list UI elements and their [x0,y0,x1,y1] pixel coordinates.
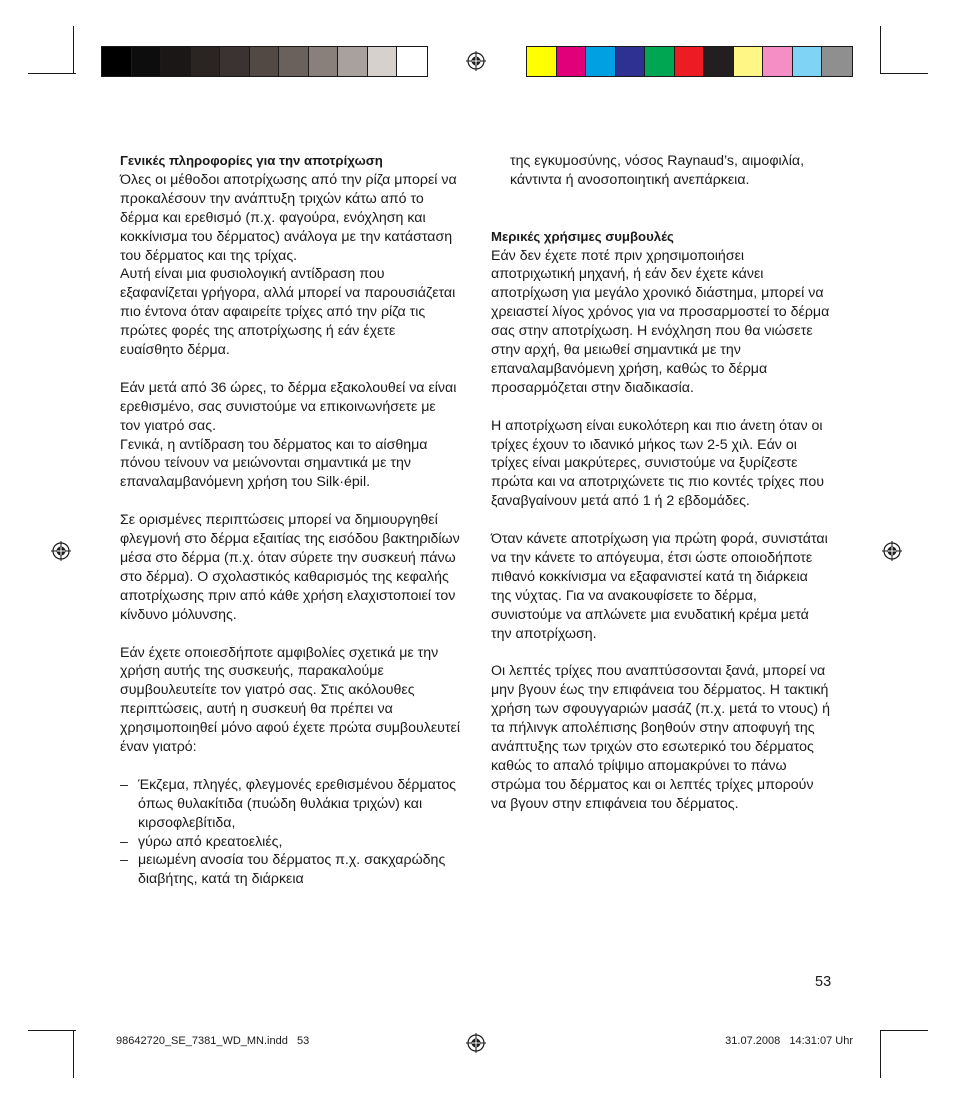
color-swatch [368,47,398,76]
color-swatch [309,47,339,76]
color-swatch [822,47,852,76]
color-swatch [734,47,764,76]
color-swatch [645,47,675,76]
grayscale-color-bar [101,46,428,77]
color-swatch [132,47,162,76]
cmyk-color-bar [526,46,853,77]
color-swatch [675,47,705,76]
list-item: – μειωμένη ανοσία του δέρματος π.χ. σακχαρώδης διαβήτης, κατά τη διάρκεια [120,851,460,889]
registration-mark-icon [466,1033,486,1053]
footer-timestamp: 31.07.2008 14:31:07 Uhr [725,1035,853,1047]
paragraph: Οι λεπτές τρίχες που αναπτύσσονται ξανά, μπορεί να μην βγουν έως την επιφάνεια του δέρματος. Η τακτική χρήση των σφουγγαριών μασάζ (π.χ. μετά το ντους) ή τα πήλινγκ απολέπισης βοηθούν στην αποφυγή της ανάπτυξης των τριχών στο εσωτερικό του δέρματος καθώς το απαλό τρίψιμο απομακρύνει το πάνω στρώμα του δέρματος και οι λεπτές τρίχες μπορούν να βγουν στην επιφάνεια του δέρματος. [491,663,830,812]
color-swatch [763,47,793,76]
paragraph: Η αποτρίχωση είναι ευκολότερη και πιο άνετη όταν οι τρίχες έχουν το ιδανικό μήκος των 2-5 χιλ. Εάν οι τρίχες είναι μακρύτερες, συνιστούμε να ξυρίζεστε πρώτα και να αποτριχώνετε τις πιο κοντές τρίχες που ξαναβγαίνουν μετά από 1 ή 2 εβδομάδες. [491,417,825,510]
crop-mark [28,1030,76,1031]
list-item: – γύρω από κρεατοελιές, [120,833,460,852]
crop-mark [73,26,74,74]
footer-file-name: 98642720_SE_7381_WD_MN.indd 53 [116,1035,310,1047]
contraindications-list [120,776,460,889]
paragraph: της εγκυμοσύνης, νόσος Raynaud’s, αιμοφιλία, κάντιντα ή ανοσοποιητική ανεπάρκεια. [510,153,805,188]
page-number: 53 [815,974,832,990]
registration-mark-icon [466,51,486,71]
color-swatch [557,47,587,76]
paragraph: Όλες οι μέθοδοι αποτρίχωσης από την ρίζα μπορεί να προκαλέσουν την ανάπτυξη τριχών κάτω από το δέρμα και ερεθισμό (π.χ. φαγούρα, ενόχληση και κοκκίνισμα του δέρματος) ανάλογα με την κατάσταση του δέρματος και της τρίχας. [120,171,457,264]
crop-mark [880,26,881,74]
crop-mark [880,1030,928,1031]
paragraph: Όταν κάνετε αποτρίχωση για πρώτη φορά, συνιστάται να την κάνετε το απόγευμα, έτσι ώστε οποιοδήποτε πιθανό κοκκίνισμα να εξαφανιστεί κατά τη διάρκεια της νύχτας. Για να ανακουφίσετε το δέρμα, συνιστούμε να απλώνετε μια ενυδατική κρέμα μετά την αποτρίχωση. [491,531,828,642]
paragraph: Εάν έχετε οποιεσδήποτε αμφιβολίες σχετικά με την χρήση αυτής της συσκευής, παρακαλούμε συμβουλευτείτε τον γιατρό σας. Στις ακόλουθες περιπτώσεις, αυτή η συσκευή θα πρέπει να χρησιμοποιηθεί μόνο αφού έχετε πρώτα συμβουλευτεί έναν γιατρό: [120,644,461,756]
color-swatch [397,47,427,76]
color-swatch [279,47,309,76]
paragraph: Αυτή είναι μια φυσιολογική αντίδραση που εξαφανίζεται γρήγορα, αλλά μπορεί να παρουσιάζεται πιο έντονα όταν αφαιρείτε τρίχες από την ρίζα τις πρώτες φορές της αποτρίχωσης ή εάν έχετε ευαίσθητο δέρμα. [120,266,456,359]
color-swatch [250,47,280,76]
paragraph: Εάν δεν έχετε ποτέ πριν χρησιμοποιήσει αποτριχωτική μηχανή, ή εάν δεν έχετε κάνει αποτρίχωση για μεγάλο χρονικό διάστημα, μπορεί να χρειαστεί λίγος χρόνος για να προσαρμοστεί το δέρμα σας στην αποτρίχωση. Η ενόχληση που θα νιώσετε στην αρχή, θα μειωθεί σημαντικά με την επαναλαμβανόμενη χρήση, καθώς το δέρμα προσαρμόζεται στην διαδικασία. [491,247,830,396]
section-heading-general-info: Γενικές πληροφορίες για την αποτρίχωση [120,153,383,168]
color-swatch [616,47,646,76]
list-item: – Έκζεμα, πληγές, φλεγμονές ερεθισμένου δέρματος όπως θυλακίτιδα (πυώδη θυλάκια τριχών) και κιρσοφλεβίτιδα, [120,776,460,833]
color-swatch [586,47,616,76]
color-swatch [161,47,191,76]
registration-mark-icon [51,541,71,561]
color-swatch [220,47,250,76]
registration-mark-icon [882,541,902,561]
color-swatch [191,47,221,76]
crop-mark [73,1030,74,1078]
color-swatch [704,47,734,76]
color-swatch [338,47,368,76]
left-column [120,152,460,889]
section-heading-useful-tips: Μερικές χρήσιμες συμβουλές [491,228,674,244]
paragraph: Γενικά, η αντίδραση του δέρματος και το αίσθημα πόνου τείνουν να μειώνονται σημαντικά με την επαναλαμβανόμενη χρήση του Silk·épil. [120,436,428,491]
color-swatch [527,47,557,76]
color-swatch [793,47,823,76]
color-swatch [102,47,132,76]
crop-mark [880,73,928,74]
right-column [491,152,831,814]
crop-mark [880,1030,881,1078]
paragraph: Σε ορισμένες περιπτώσεις μπορεί να δημιουργηθεί φλεγμονή στο δέρμα εξαιτίας της εισόδου βακτηριδίων μέσα στο δέρμα (π.χ. όταν σύρετε την συσκευή πάνω στο δέρμα). Ο σχολαστικός καθαρισμός της κεφαλής αποτρίχωσης πριν από κάθε χρήση ελαχιστοποιεί τον κίνδυνο μόλυνσης. [120,512,460,623]
crop-mark [28,73,76,74]
paragraph: Εάν μετά από 36 ώρες, το δέρμα εξακολουθεί να είναι ερεθισμένο, σας συνιστούμε να επικοινωνήσετε με τον γιατρό σας. [120,379,457,434]
